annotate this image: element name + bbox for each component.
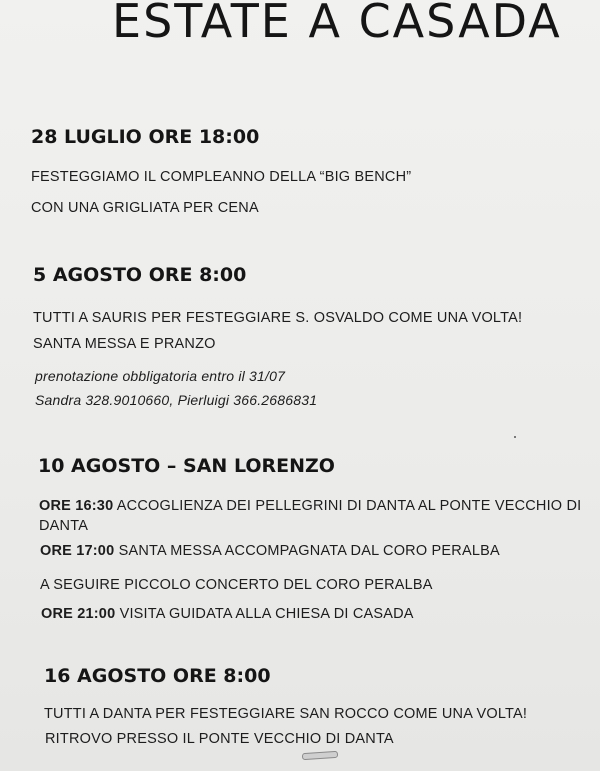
event-heading: 5 AGOSTO ORE 8:00 [33,264,247,286]
event-heading: 10 AGOSTO – SAN LORENZO [38,455,335,477]
staple [302,751,338,760]
program-item [41,606,414,622]
program-item [40,543,500,559]
booking-note: prenotazione obbligatoria entro il 31/07 [35,368,286,384]
event-line: RITROVO PRESSO IL PONTE VECCHIO DI DANTA [45,731,394,747]
paper-speck [514,436,516,438]
event-line: TUTTI A SAURIS PER FESTEGGIARE S. OSVALDO COME UNA VOLTA! [33,310,523,326]
program-item [40,577,433,593]
program-text: VISITA GUIDATA ALLA CHIESA DI CASADA [119,606,414,622]
event-line: FESTEGGIAMO IL COMPLEANNO DELLA “BIG BENCH” [31,169,412,185]
program-text: A SEGUIRE PICCOLO CONCERTO DEL CORO PERALBA [40,577,433,593]
event-line: CON UNA GRIGLIATA PER CENA [31,200,259,216]
program-time: ORE 21:00 [41,606,116,622]
program-item [39,496,599,536]
event-line: TUTTI A DANTA PER FESTEGGIARE SAN ROCCO COME UNA VOLTA! [44,706,528,722]
event-heading: 28 LUGLIO ORE 18:00 [31,126,260,148]
booking-contacts: Sandra 328.9010660, Pierluigi 366.2686831 [35,392,318,408]
program-time: ORE 17:00 [40,543,115,559]
program-text: SANTA MESSA ACCOMPAGNATA DAL CORO PERALBA [118,543,500,559]
flyer-title: ESTATE A CASADA [112,0,562,48]
program-text: ACCOGLIENZA DEI PELLEGRINI DI DANTA AL PONTE VECCHIO DI DANTA [39,498,582,534]
program-time: ORE 16:30 [39,498,114,514]
event-heading: 16 AGOSTO ORE 8:00 [44,665,271,687]
event-line: SANTA MESSA E PRANZO [33,336,216,352]
